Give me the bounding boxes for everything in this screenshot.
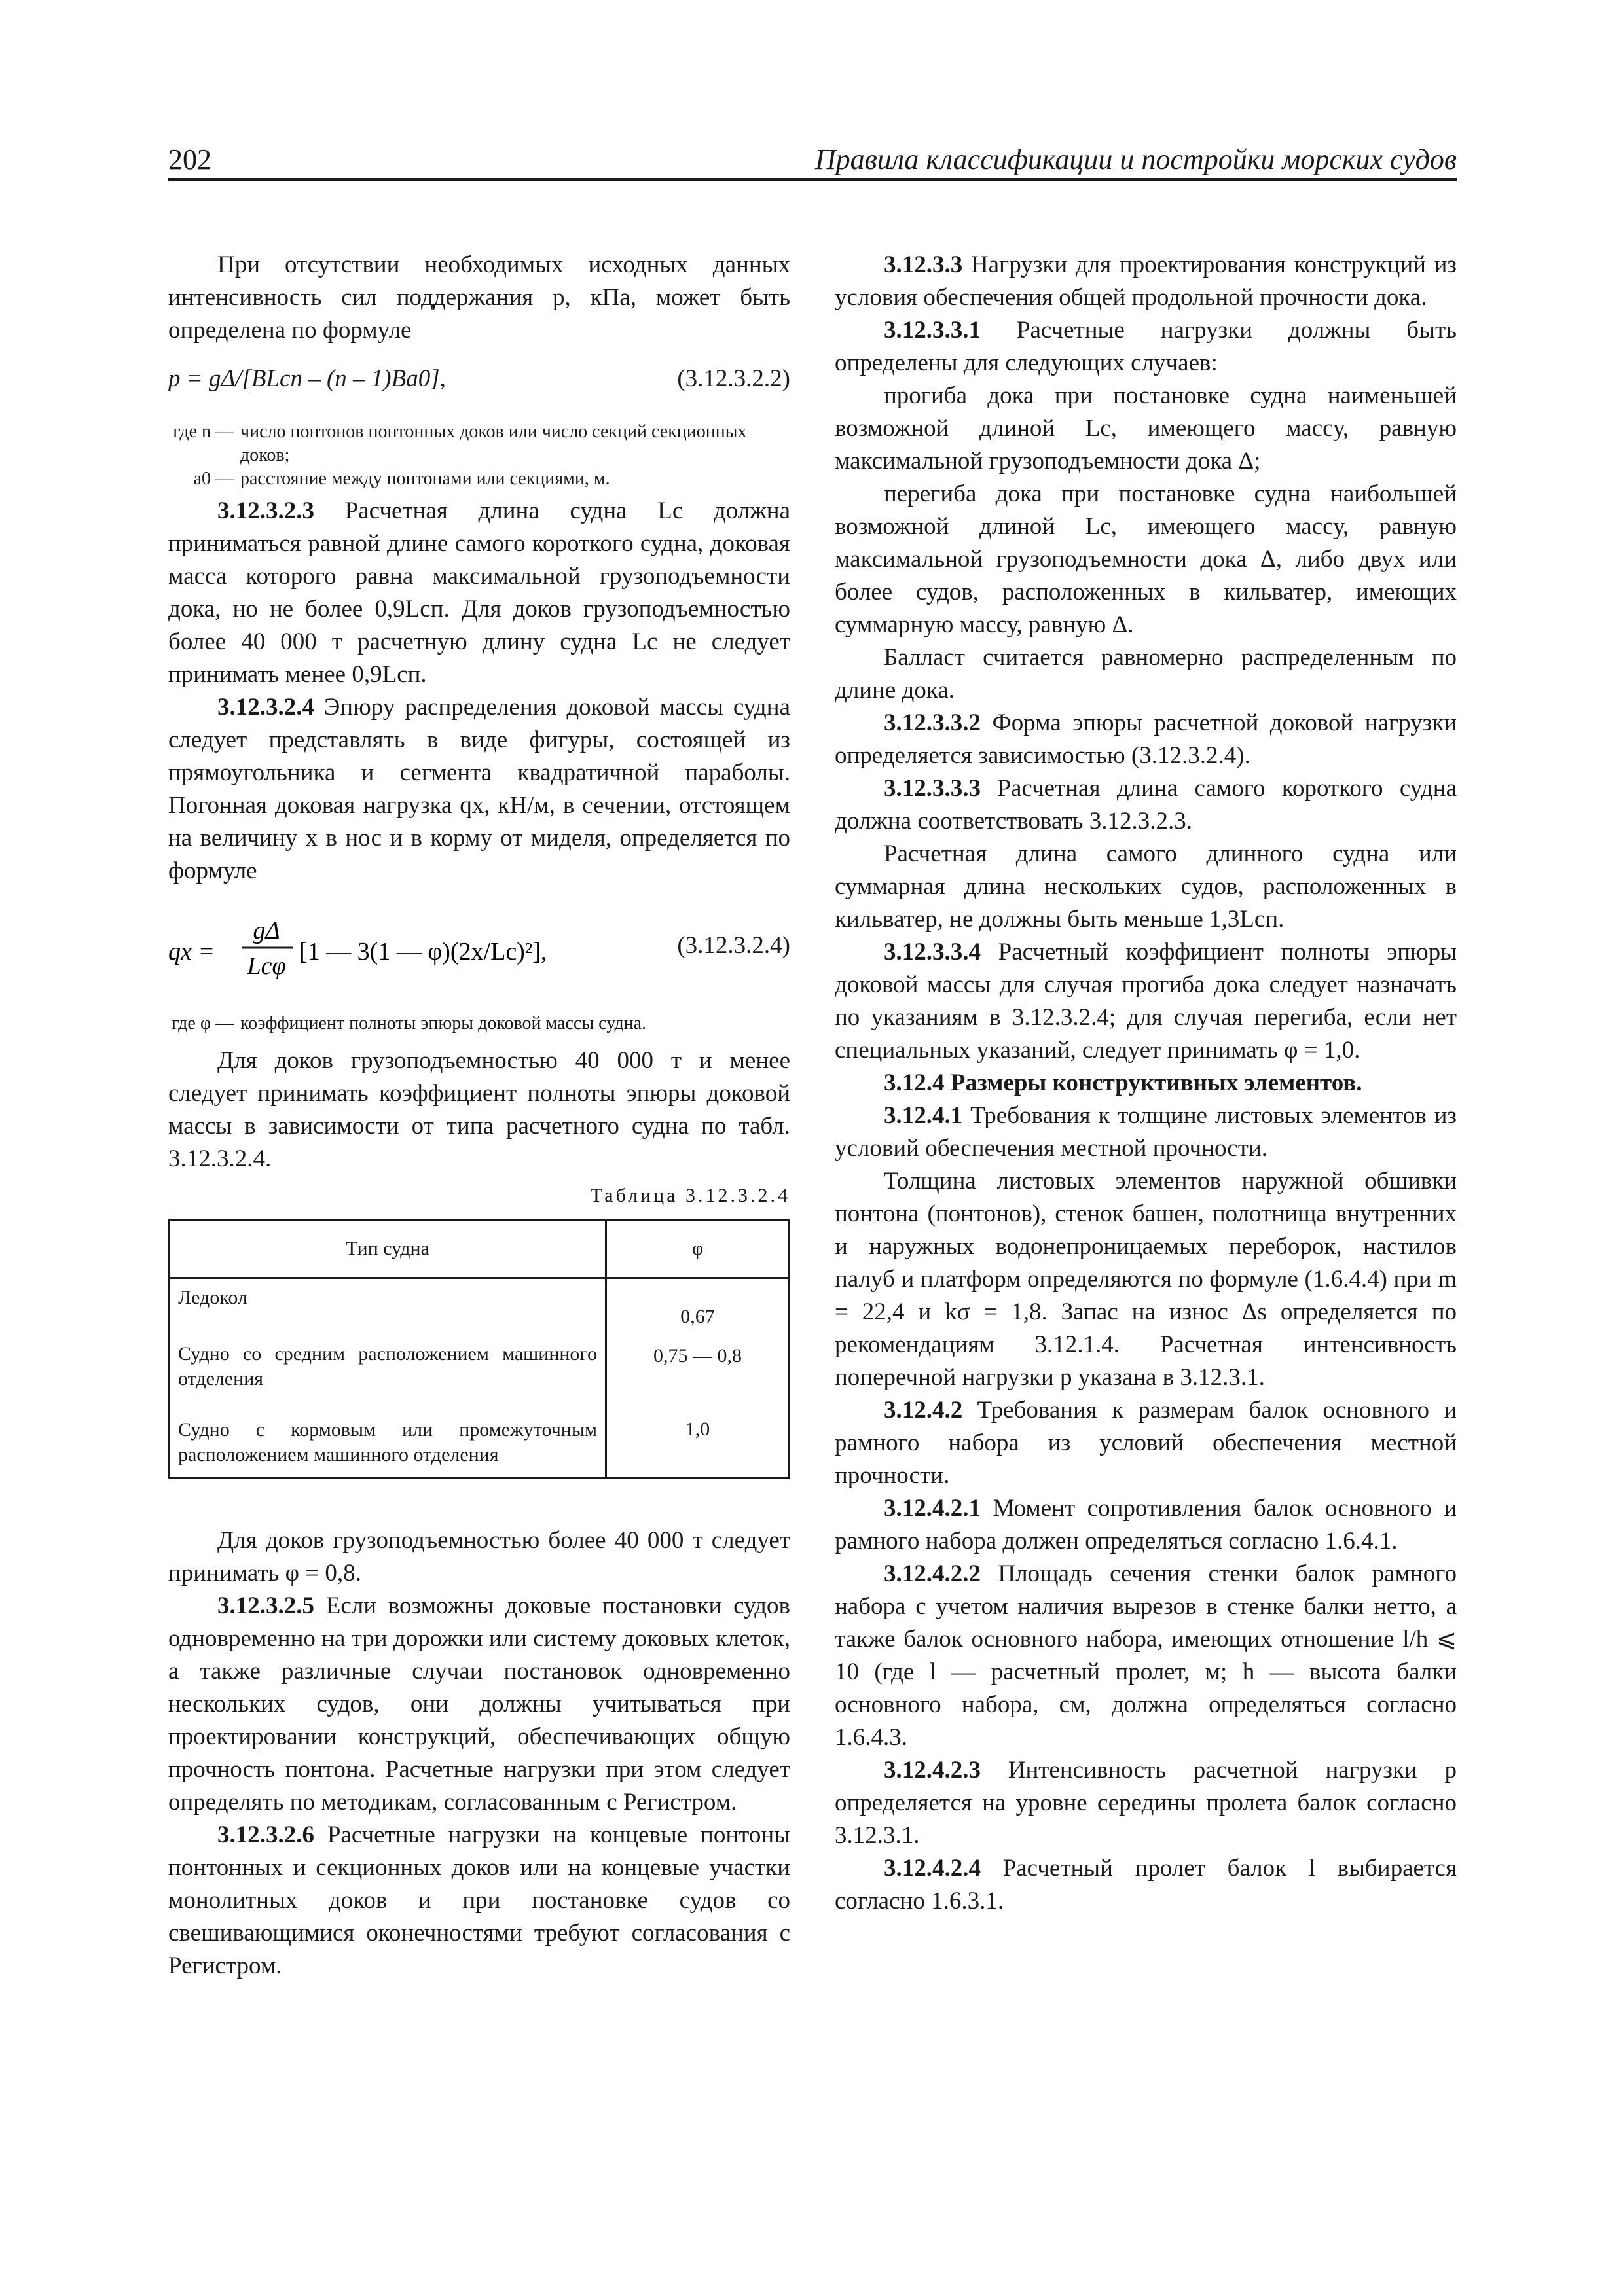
paragraph: 3.12.3.3.2 Форма эпюры расчетной доковой нагрузки определяется зависимостью (3.12.3.2.4). (835, 709, 1457, 769)
formula-denominator: Lсφ (247, 952, 286, 980)
table-header-phi: φ (606, 1220, 790, 1278)
legend-text: расстояние между понтонами или секциями, м. (240, 469, 610, 489)
legend-symbol: a0 — (193, 469, 234, 489)
paragraph: Для доков грузоподъемностью более 40 000 т следует принимать φ = 0,8. (168, 1527, 790, 1587)
clause-number: 3.12.3.2.3 (217, 497, 314, 524)
clause-number: 3.12.3.2.4 (217, 694, 314, 721)
paragraph: 3.12.4.2 Требования к размерам балок основного и рамного набора из условий обеспечения местной прочности. (835, 1397, 1457, 1489)
running-title: Правила классификации и постройки морских судов (814, 143, 1457, 175)
table-caption: Таблица 3.12.3.2.4 (590, 1185, 790, 1206)
clause-number: 3.12.3.2.6 (217, 1821, 314, 1848)
paragraph: перегиба дока при постановке судна наибольшей возможной длиной Lс, имеющего массу, равную максимальной грузоподъемности дока Δ, либо двух или более судов, расположенных в кильватер, имеющих суммарную массу, равную Δ. (835, 480, 1457, 638)
clause-number: 3.12.3.3.2 (884, 709, 981, 736)
data-table (168, 1219, 790, 1479)
legend-text: число понтонов понтонных доков или число секций секционных доков; (240, 422, 747, 465)
paragraph: Толщина листовых элементов наружной обшивки понтона (понтонов), стенок башен, полотнища внутренних и наружных водонепроницаемых переборок, настилов палуб и платформ определяются по формуле (1.6.4.4) при m = 22,4 и kσ = 1,8. Запас на износ Δs определяется по рекомендациям 3.12.1.4. Расчетная интенсивность поперечной нагрузки p указана в 3.12.3.1. (835, 1168, 1457, 1391)
formula-graphic (168, 907, 705, 992)
page-header (168, 143, 1457, 179)
clause-number: 3.12.3.3 (884, 251, 963, 278)
paragraph: Расчетная длина самого длинного судна или суммарная длина нескольких судов, расположенных в кильватер, не должны быть меньше 1,3Lсп. (835, 840, 1457, 933)
formula-number: (3.12.3.2.2) (677, 365, 790, 392)
legend-label: где φ — (172, 1013, 234, 1033)
paragraph: 3.12.4.2.1 Момент сопротивления балок основного и рамного набора должен определяться согласно 1.6.4.1. (835, 1495, 1457, 1554)
legend-text: коэффициент полноты эпюры доковой массы судна. (240, 1013, 647, 1033)
clause-number: 3.12.4.2.3 (884, 1757, 981, 1784)
formula-3-12-3-2-2 (168, 363, 790, 408)
clause-number: 3.12.4.2 (884, 1397, 963, 1424)
right-column (835, 249, 1457, 1918)
section-heading: 3.12.4 Размеры конструктивных элементов. (884, 1069, 1362, 1096)
paragraph: прогиба дока при постановке судна наименьшей возможной длиной Lс, имеющего массу, равную максимальной грузоподъемности дока Δ; (835, 382, 1457, 475)
paragraph: Для доков грузоподъемностью 40 000 т и менее следует принимать коэффициент полноты эпюры доковой массы в зависимости от типа расчетного судна по табл. 3.12.3.2.4. (168, 1047, 790, 1172)
formula-legend (168, 1012, 790, 1035)
formula-legend (168, 420, 790, 491)
clause-number: 3.12.4.1 (884, 1102, 963, 1129)
paragraph: 3.12.4.2.3 Интенсивность расчетной нагрузки p определяется на уровне середины пролета балок согласно 3.12.3.1. (835, 1757, 1457, 1849)
legend-label: где n — (173, 422, 234, 442)
clause-number: 3.12.3.3.3 (884, 775, 981, 802)
formula-numerator: gΔ (253, 917, 280, 944)
paragraph: 3.12.3.3 Нагрузки для проектирования конструкций из условия обеспечения общей продольной прочности дока. (835, 251, 1457, 311)
paragraph: 3.12.3.2.5 Если возможны доковые постановки судов одновременно на три дорожки или систему доковых клеток, а также различные случаи постановок одновременно нескольких судов, они должны учитываться при проектировании конструкций, обеспечивающих общую прочность понтона. Расчетные нагрузки при этом следует определять по методикам, согласованным с Регистром. (168, 1592, 790, 1816)
clause-number: 3.12.4.2.2 (884, 1560, 981, 1587)
header-rule (168, 178, 1457, 181)
formula-number: (3.12.3.2.4) (677, 932, 790, 959)
paragraph: Балласт считается равномерно распределенным по длине дока. (835, 644, 1457, 704)
formula-text: p = gΔ/[BLсп – (n – 1)Ba0], (168, 365, 446, 392)
table-row (170, 1278, 790, 1478)
formula-lhs: qx = (168, 938, 215, 965)
paragraph: 3.12.4.1 Требования к толщине листовых элементов из условий обеспечения местной прочности. (835, 1102, 1457, 1162)
formula-rhs: [1 — 3(1 — φ)(2x/Lс)²], (299, 938, 547, 965)
clause-number: 3.12.3.2.5 (217, 1592, 314, 1619)
paragraph: 3.12.3.2.4 Эпюру распределения доковой массы судна следует представлять в виде фигуры, состоящей из прямоугольника и сегмента квадратичной параболы. Погонная доковая нагрузка qx, кН/м, в сечении, отстоящем на величину x в нос и в корму от миделя, определяется по формуле (168, 694, 790, 884)
paragraph: 3.12.3.2.6 Расчетные нагрузки на концевые понтоны понтонных и секционных доков или на концевые участки монолитных доков и при постановке судов со свешивающимися оконечностями требуют согласования с Регистром. (168, 1821, 790, 1979)
table-header-type: Тип судна (170, 1220, 606, 1278)
left-column (168, 249, 790, 1982)
formula-3-12-3-2-4 (168, 907, 790, 992)
paragraph: 3.12.3.3.1 Расчетные нагрузки должны быть определены для следующих случаев: (835, 317, 1457, 376)
paragraph: 3.12.3.2.3 Расчетная длина судна Lс должна приниматься равной длине самого короткого судна, доковая масса которого равна максимальной грузоподъемности дока, но не более 0,9Lсп. Для доков грузоподъемностью более 40 000 т расчетную длину судна Lс не следует принимать менее 0,9Lсп. (168, 497, 790, 688)
paragraph: 3.12.4.2.4 Расчетный пролет балок l выбирается согласно 1.6.3.1. (835, 1855, 1457, 1914)
table-cell-phi: 0,67 0,75 — 0,8 1,0 (606, 1278, 790, 1478)
paragraph: 3.12.3.3.4 Расчетный коэффициент полноты эпюры доковой массы для случая прогиба дока следует назначать по указаниям в 3.12.3.2.4; для случая перегиба, если нет специальных указаний, следует принимать φ = 1,0. (835, 939, 1457, 1064)
page-number: 202 (168, 143, 211, 175)
clause-number: 3.12.4.2.4 (884, 1855, 981, 1882)
clause-number: 3.12.3.3.1 (884, 317, 981, 344)
clause-number: 3.12.4.2.1 (884, 1495, 981, 1522)
table-cell-type: Ледокол Судно со средним расположением машинного отделения Судно с кормовым или промежуточным расположением машинного отделения (170, 1278, 606, 1478)
clause-number: 3.12.3.3.4 (884, 939, 981, 965)
paragraph: 3.12.4.2.2 Площадь сечения стенки балок рамного набора с учетом наличия вырезов в стенке балки нетто, а также балок основного набора, имеющих отношение l/h ⩽ 10 (где l — расчетный пролет, м; h — высота балки основного набора, см, должна определяться согласно 1.6.4.3. (835, 1560, 1457, 1751)
paragraph: При отсутствии необходимых исходных данных интенсивность сил поддержания p, кПа, может быть определена по формуле (168, 251, 790, 344)
paragraph: 3.12.3.3.3 Расчетная длина самого короткого судна должна соответствовать 3.12.3.2.3. (835, 775, 1457, 834)
